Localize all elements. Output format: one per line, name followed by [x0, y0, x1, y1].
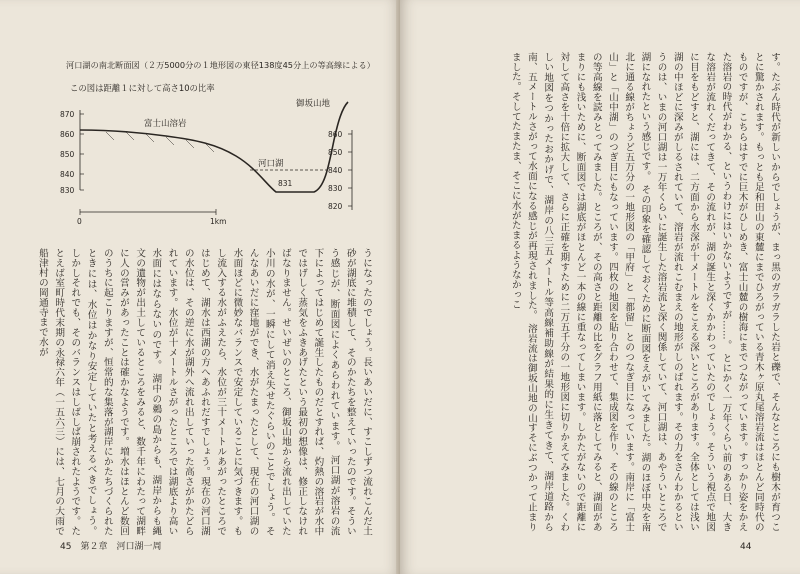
cross-section-diagram: [60, 99, 366, 230]
left-elev-850: 850: [60, 150, 75, 159]
left-elevation-ticks: [60, 110, 84, 195]
label-kawaguchi-lake: 河口湖: [258, 159, 284, 169]
left-elev-860: 860: [60, 130, 75, 139]
right-elev-840: 840: [328, 166, 343, 175]
scale-1km: 1km: [210, 217, 227, 226]
scale-zero: 0: [77, 217, 82, 226]
left-folio: 45 第２章 河口湖一周: [60, 542, 162, 552]
right-elev-830: 830: [328, 184, 343, 193]
terrain-profile: [80, 102, 348, 192]
label-water-level: 831: [278, 179, 293, 188]
right-folio: 44: [740, 542, 752, 552]
cross-section-figure: [60, 60, 375, 238]
left-body-text: うになったのでしょう。長いあいだに、すこしずつ流れこんだ土砂が湖底に堆積して、そのかたちを整えていったのです。そういう感じが、断面図によくあらわれています。 河口湖が溶岩の流下によってはじめて誕生したものだとすれば、灼熱の溶岩が水中ではげしく蒸気をふきあげたという最初の想像は、修正しなければなりません。せいぜいのところ、御坂山地から流れ出していた小川の水が、一瞬にして消え失せたぐらいのことでしょう。 そんなあいだに窪地ができ、水がたまったとして、現在の河口湖の水面ほどに微妙なバランスで安定していることに気づきます。もし流入する水がふえたら、水位が三十メートルあがったところではじめて、湖水は西湖の方へあふれだすでしょう。現在の河口湖の水位は、その逆に水が湖外へ流れ出していった高さがかたどられています。水位が十メートルさがったところでは湖底より高い水面にはならないのです。 湖中の鵜の島からも、湖岸からも縄文の遺物が出土しているところをみると、数千年にわたって湖畔に人の営みがあったことは確かなようです。増水はほとんど数回のうちに起こりますが、恒常的な集落が湖岸にかたちづくられたときには、水位はかなり安定していたと考えるべきでしょう。 しかしそれでも、そのバランスはしばしば崩されたようです。たとえば室町時代末期の永禄六年（一五六三）には、七月の大雨で船津村の岡通寺まで水が: [36, 248, 372, 536]
right-elev-820: 820: [328, 202, 343, 211]
right-elev-860: 860: [328, 130, 343, 139]
left-elev-830: 830: [60, 186, 75, 195]
right-body-text: す。たぶん時代が新しいからでしょうが、まっ黒のガラガラした岩と礫で、そんなところにも樹木が育つことに驚かされます。もっとも足和田山の東麓にまでひろがっている青木ヶ原丸尾溶岩流はほとんど同時代のものですが、こちらはすでに巨木がひしめき、富士山麓の樹海にまでつながっています。すっかり姿をかえた溶岩の時代がわかる、というわけにはいかないようですが……。 とにかく一万年くらい前のある日、大きな溶岩が流れくだってきて、その流れが、湖の誕生と深くかかわっていたのでしょう。そういう視点で地図に目をもどすと、湖には、二方面から水深が十メートルをこえる深いところがあります。全体としては浅い湖の中ほどに深みがしるされていて、溶岩が流れこむまえの地形がしのばれます。その力をさんわかるというのは、いまの河口湖は一万年くらいに誕生した溶岩流と深く関係していて、河口湖は、あやういところで湖になれたという感じです。 その印象を確認しておくために断面図をえがいてみました。湖のほぼ中央を南北に通る線がちょうど五万分の一地形図の「甲府」と「都留」とのつなぎ目になっています。南岸に「富士山」と「山中湖」のつぎ目にもなっています。四枚の地図を貼り合わせて、集成図を作り、その線のところの等高線を読みとってみました。ところが、その高さと距離の比をグラフ用紙に落としてみると、湖面があまりにも浅いために、断面図では湖底がほとんど一本の線に重なってしまいます。しかたがないので距離に対して高さを十倍に拡大して、さらに正確を期すために二万五千分の一地形図に切りかえてみました。くわしい地図をつかったおかげで、湖岸の八三五メートル等高線補助線が結果的に生きてきて、湖岸道路から南、五メートルさがって水面になる感じが再現されました。 溶岩流は御坂山地の山すそにぶつかって止まりました。そしてたまたま、そこに水がたまるようなかっこ: [509, 52, 780, 532]
left-elev-870: 870: [60, 110, 75, 119]
right-elev-850: 850: [328, 148, 343, 157]
left-elev-840: 840: [60, 170, 75, 179]
right-page: [400, 0, 800, 574]
label-misaka-mountains: 御坂山地: [296, 99, 331, 109]
figure-scale-note: この図は距離１に対して高さ10の比率: [70, 83, 215, 93]
figure-caption: 河口湖の南北断面図（２万5000分の１地形図の東径138度45分上の等高線による）: [66, 60, 375, 70]
label-fuji-lava: 富士山溶岩: [144, 119, 187, 129]
right-elevation-ticks: [328, 130, 352, 211]
